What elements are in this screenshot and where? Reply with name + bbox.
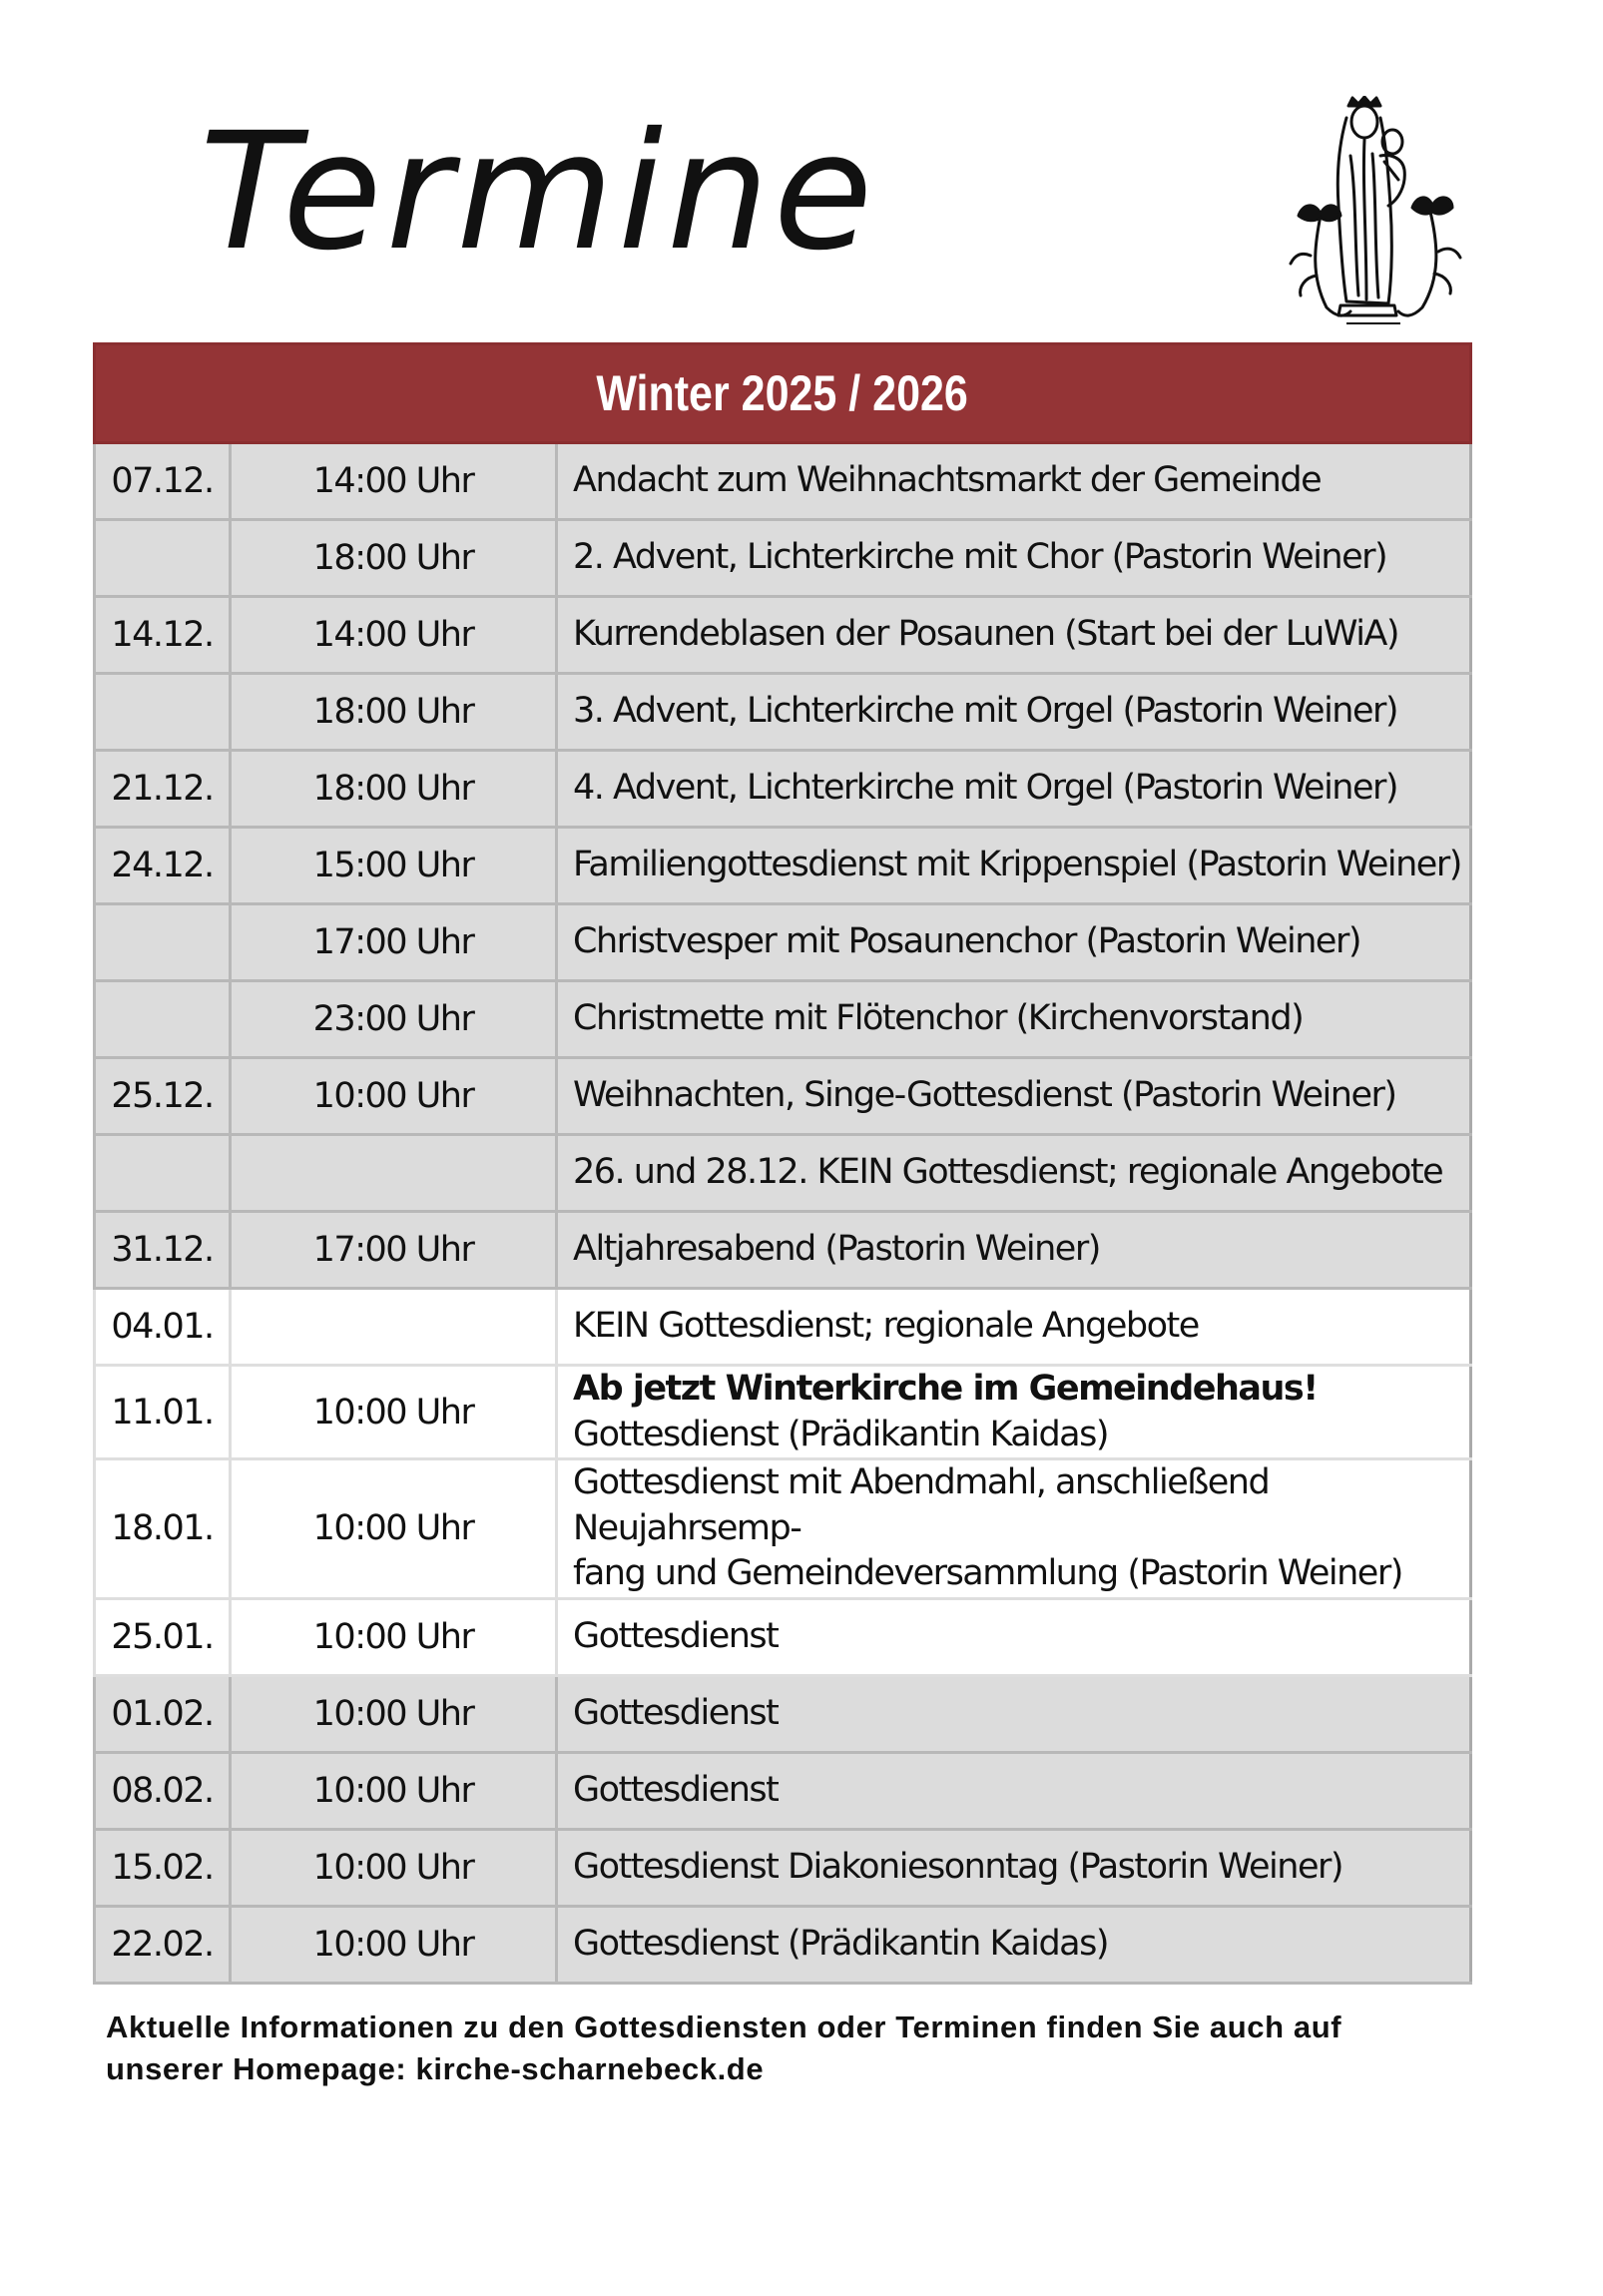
- footer-line-1: Aktuelle Informationen zu den Gottesdiensten oder Terminen finden Sie auch auf: [106, 2009, 1342, 2044]
- table-row: [95, 1829, 1471, 1906]
- table-row: [95, 443, 1471, 520]
- row-description-text: Gottesdienst: [573, 1769, 779, 1810]
- table-row: [95, 981, 1471, 1058]
- row-description-text: Kurrendeblasen der Posaunen (Start bei der LuWiA): [573, 614, 1399, 655]
- row-description: [557, 1752, 1471, 1829]
- row-description: [557, 1289, 1471, 1366]
- season-header: [95, 344, 1471, 443]
- row-date: 04.01.: [95, 1289, 231, 1366]
- table-row: [95, 520, 1471, 597]
- table-row: [95, 1906, 1471, 1983]
- row-description-text: Christvesper mit Posaunenchor (Pastorin Weiner): [573, 921, 1360, 962]
- row-description-text: Weihnachten, Singe-Gottesdienst (Pastorin Weiner): [573, 1075, 1396, 1116]
- row-description-text: 2. Advent, Lichterkirche mit Chor (Pastorin Weiner): [573, 537, 1387, 578]
- table-row: [95, 904, 1471, 981]
- row-description-text: Gottesdienst (Prädikantin Kaidas): [573, 1414, 1109, 1454]
- row-description: [557, 1135, 1471, 1212]
- row-description: [557, 1058, 1471, 1135]
- row-description-text: Familiengottesdienst mit Krippenspiel (Pastorin Weiner): [573, 845, 1461, 885]
- row-description-text: Gottesdienst (Prädikantin Kaidas): [573, 1923, 1109, 1964]
- page-title: Termine: [200, 99, 877, 287]
- row-description-highlight: Ab jetzt Winterkirche im Gemeindehaus!: [573, 1369, 1318, 1409]
- row-date: 15.02.: [95, 1829, 231, 1906]
- row-description-text: Gottesdienst: [573, 1692, 779, 1733]
- row-time: 10:00 Uhr: [231, 1829, 557, 1906]
- row-description: [557, 443, 1471, 520]
- footer-note: [106, 2007, 1503, 2090]
- row-time: 10:00 Uhr: [231, 1598, 557, 1675]
- table-row: [95, 674, 1471, 751]
- row-description: [557, 981, 1471, 1058]
- row-date: 21.12.: [95, 751, 231, 828]
- table-row: [95, 1058, 1471, 1135]
- table-row: [95, 597, 1471, 674]
- table-row: [95, 751, 1471, 828]
- row-time: 23:00 Uhr: [231, 981, 557, 1058]
- row-time: 10:00 Uhr: [231, 1675, 557, 1752]
- row-time: 14:00 Uhr: [231, 597, 557, 674]
- footer-line-2: unserer Homepage: kirche-scharnebeck.de: [106, 2051, 765, 2086]
- row-description-text: Altjahresabend (Pastorin Weiner): [573, 1229, 1100, 1270]
- row-date: 08.02.: [95, 1752, 231, 1829]
- row-description-text: Andacht zum Weihnachtsmarkt der Gemeinde: [573, 460, 1322, 501]
- row-time: 10:00 Uhr: [231, 1906, 557, 1983]
- schedule-table: [93, 342, 1472, 1985]
- table-row: [95, 828, 1471, 904]
- row-date: 18.01.: [95, 1459, 231, 1599]
- row-description: [557, 1675, 1471, 1752]
- row-description: [557, 828, 1471, 904]
- row-date: [95, 981, 231, 1058]
- row-date: [95, 1135, 231, 1212]
- row-time: 14:00 Uhr: [231, 443, 557, 520]
- row-time: 18:00 Uhr: [231, 674, 557, 751]
- table-row: [95, 1598, 1471, 1675]
- row-date: [95, 904, 231, 981]
- row-description: [557, 751, 1471, 828]
- row-date: 22.02.: [95, 1906, 231, 1983]
- row-time: 18:00 Uhr: [231, 751, 557, 828]
- row-time: 10:00 Uhr: [231, 1459, 557, 1599]
- row-description-text: Gottesdienst Diakoniesonntag (Pastorin Weiner): [573, 1846, 1343, 1887]
- table-row: [95, 1366, 1471, 1459]
- row-date: 14.12.: [95, 597, 231, 674]
- table-row: [95, 1752, 1471, 1829]
- row-description-text: KEIN Gottesdienst; regionale Angebote: [573, 1306, 1199, 1347]
- row-time: 10:00 Uhr: [231, 1752, 557, 1829]
- madonna-logo-icon: [1281, 96, 1470, 331]
- row-time: 10:00 Uhr: [231, 1058, 557, 1135]
- row-time: 17:00 Uhr: [231, 1212, 557, 1289]
- row-description: [557, 1906, 1471, 1983]
- row-date: 24.12.: [95, 828, 231, 904]
- row-description: [557, 904, 1471, 981]
- row-description: [557, 1212, 1471, 1289]
- row-time: [231, 1135, 557, 1212]
- row-description: [557, 1459, 1471, 1599]
- row-date: [95, 520, 231, 597]
- row-description: [557, 520, 1471, 597]
- row-description-text: Gottesdienst mit Abendmahl, anschließend Neujahrsemp-: [573, 1462, 1270, 1548]
- row-description: [557, 674, 1471, 751]
- row-time: 17:00 Uhr: [231, 904, 557, 981]
- row-description: [557, 1598, 1471, 1675]
- row-time: [231, 1289, 557, 1366]
- row-description-text: Christmette mit Flötenchor (Kirchenvorstand): [573, 998, 1304, 1039]
- row-description-text: 3. Advent, Lichterkirche mit Orgel (Pastorin Weiner): [573, 691, 1398, 732]
- row-description: [557, 1829, 1471, 1906]
- row-time: 18:00 Uhr: [231, 520, 557, 597]
- row-date: 11.01.: [95, 1366, 231, 1459]
- season-label: Winter 2025 / 2026: [596, 365, 969, 421]
- table-row: [95, 1135, 1471, 1212]
- table-row: [95, 1212, 1471, 1289]
- table-row: [95, 1459, 1471, 1599]
- row-description-text: 4. Advent, Lichterkirche mit Orgel (Pastorin Weiner): [573, 768, 1398, 809]
- row-date: [95, 674, 231, 751]
- row-description-text-continued: fang und Gemeindeversammlung (Pastorin Weiner): [573, 1553, 1402, 1593]
- row-time: 10:00 Uhr: [231, 1366, 557, 1459]
- row-time: 15:00 Uhr: [231, 828, 557, 904]
- row-description-text: Gottesdienst: [573, 1615, 779, 1656]
- row-description: [557, 1366, 1471, 1459]
- row-description: [557, 597, 1471, 674]
- table-row: [95, 1289, 1471, 1366]
- row-date: 31.12.: [95, 1212, 231, 1289]
- table-row: [95, 1675, 1471, 1752]
- row-date: 01.02.: [95, 1675, 231, 1752]
- row-date: 25.01.: [95, 1598, 231, 1675]
- row-date: 07.12.: [95, 443, 231, 520]
- row-description-text: 26. und 28.12. KEIN Gottesdienst; regionale Angebote: [573, 1152, 1443, 1193]
- row-date: 25.12.: [95, 1058, 231, 1135]
